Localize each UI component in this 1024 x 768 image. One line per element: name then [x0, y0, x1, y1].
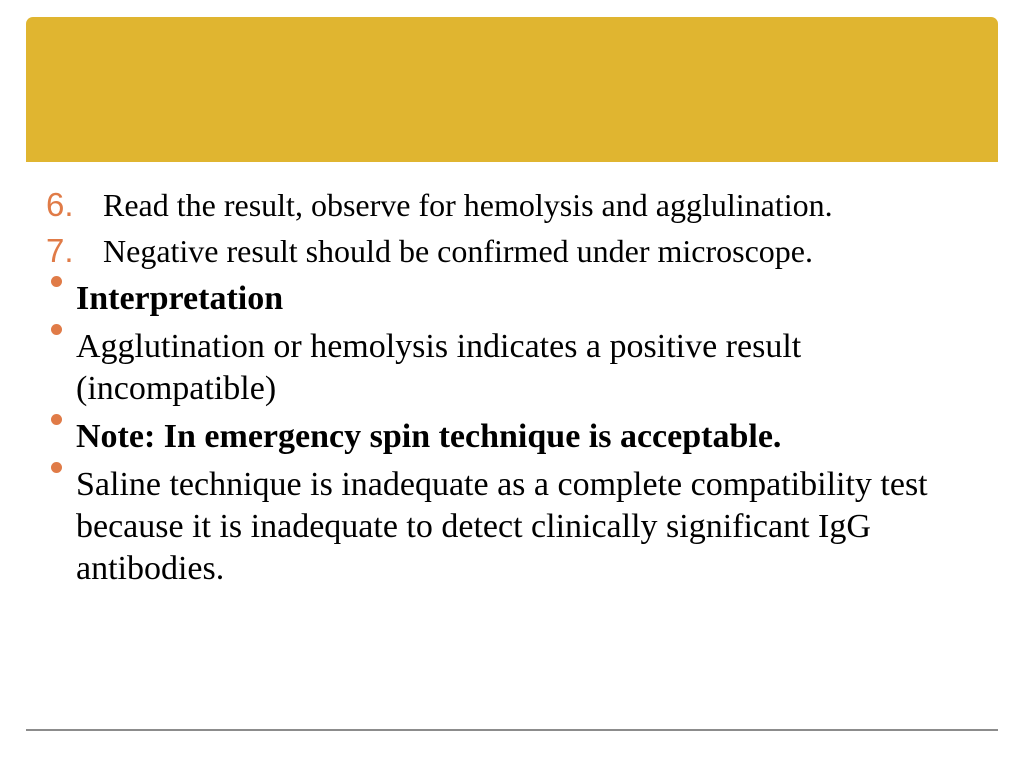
numbered-item-text: Read the result, observe for hemolysis and agglulination.: [103, 187, 833, 223]
bullet-dot-icon: [51, 324, 62, 335]
bullet-dot-icon: [51, 462, 62, 473]
bullet-agglutination: [46, 326, 976, 410]
bullet-text: Saline technique is inadequate as a complete compatibility test because it is inadequate to detect clinically significant IgG antibodies.: [76, 466, 928, 587]
bullet-note: [46, 416, 976, 458]
bullet-text: Note: In emergency spin technique is acceptable.: [76, 418, 782, 455]
numbered-item-6: [46, 184, 976, 226]
number-marker: 7.: [46, 232, 74, 269]
numbered-item-text: Negative result should be confirmed under microscope.: [103, 233, 813, 269]
bullet-saline: [46, 464, 976, 590]
bullet-dot-icon: [51, 414, 62, 425]
title-band: [26, 17, 998, 162]
numbered-item-7: [46, 230, 976, 272]
bullet-dot-icon: [51, 276, 62, 287]
footer-divider: [26, 729, 998, 731]
bullet-text: Agglutination or hemolysis indicates a positive result (incompatible): [76, 328, 802, 407]
slide-content: [46, 184, 976, 596]
bullet-text: Interpretation: [76, 280, 284, 317]
bullet-interpretation: [46, 278, 976, 320]
number-marker: 6.: [46, 186, 74, 223]
